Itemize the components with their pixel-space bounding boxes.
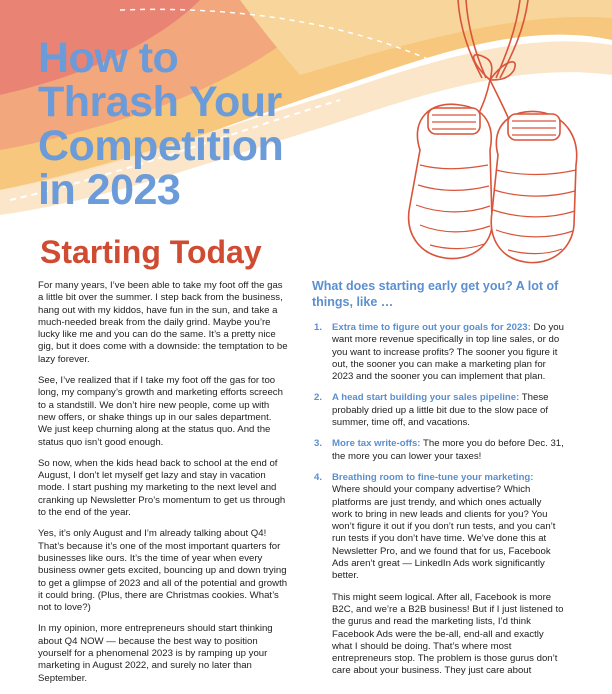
section-heading: What does starting early get you? A lot of things, like … [312, 279, 559, 309]
title-line: Competition [38, 122, 284, 170]
list-item-lead: Extra time to figure out your goals for 2023: [332, 322, 531, 333]
title-line: How to [38, 34, 179, 82]
body-paragraph: Yes, it’s only August and I’m already talking about Q4! That’s because it’s one of the most important quarters for businesses like ours. It’s the time of year when every business owner gets excited, bouncing up and down trying to get a glimpse of 2023 and all of the potential and growth it could bring. (Plus, there are Christmas cookies. What’s not to love?) [38, 528, 288, 614]
list-item-text: These probably dried up a little bit due to the slow pace of summer, time off, and vacations. [332, 392, 549, 429]
boxing-gloves-illustration [390, 0, 590, 272]
list-number: 2. [314, 392, 323, 404]
left-glove [409, 104, 492, 258]
body-paragraph: See, I’ve realized that if I take my foot off the gas for too long, my company’s growth and marketing efforts screech to a standstill. We don’t hire new people, come up with new offers, or shake things up in our sales department. We just keep churning along at the status quo. And the status quo isn’t good enough. [38, 375, 283, 448]
list-item [312, 322, 564, 383]
list-item-lead: More tax write-offs: [332, 438, 421, 450]
list-number: 1. [314, 322, 323, 333]
page-title [38, 36, 378, 212]
page-subtitle: Starting Today [40, 234, 262, 270]
body-paragraph: In my opinion, more entrepreneurs should start thinking about Q4 NOW — because the best way to position yourself for a phenomenal 2023 is by ramping up your marketing in August 2022, and surely no later than September. [38, 623, 273, 684]
benefits-list [312, 322, 564, 583]
right-glove [491, 111, 576, 262]
list-item-text: Where should your company advertise? Which platforms are just trendy, and which ones actually work to bring in new leads and clients for you? You won’t figure it out if you don’t run tests, and you can’t run tests if you don’t have time. We’ve done this at Newsletter Pro, and we found that for us, Facebook Ads aren’t great — LinkedIn Ads work significantly better. [332, 484, 556, 582]
list-item-lead: Breathing room to fine-tune your marketing: [332, 471, 534, 483]
list-number: 4. [314, 471, 323, 483]
list-item [312, 472, 564, 583]
list-item [312, 392, 564, 429]
title-line: in 2023 [38, 166, 181, 214]
list-item [312, 438, 564, 463]
body-paragraph: This might seem logical. After all, Facebook is more B2C, and we’re a B2B business! But if I just listened to the gurus and read the marketing lists, I’d think Facebook Ads were the be-all, end-all and exactly what I should be doing. That’s where most entrepreneurs stop. The problem is those gurus don’t care about your business. They just care about [332, 591, 564, 677]
title-line: Thrash Your [38, 78, 282, 126]
list-number: 3. [314, 438, 323, 450]
body-paragraph: So now, when the kids head back to school at the end of August, I don’t let myself get lazy and stay in vacation mode. I start pushing my marketing to the next level and cranking up Newsletter Pro’s momentum to get us through to the end of the year. [38, 457, 286, 519]
list-item-lead: A head start building your sales pipeline: [332, 392, 520, 404]
list-item-text: Do you want more revenue specifically in top line sales, or do you want to increase profits? The sooner you figure it out, the sooner you can make a marketing plan for 2023 and the sooner you can implement that plan. [332, 322, 564, 383]
list-item-text: The more you do before Dec. 31, the more you can lower your taxes! [332, 438, 564, 462]
right-column [312, 278, 564, 678]
left-column [38, 280, 288, 694]
body-paragraph: For many years, I’ve been able to take my foot off the gas a little bit over the summer. I step back from the business, hang out with my kiddos, have fun in the sun, and take a much-needed break from the daily grind. Maybe you’re lucky like me and you can do the same. It’s a pretty nice gig, but it does come with a downside: the temptation to be lazy forever. [38, 280, 288, 365]
